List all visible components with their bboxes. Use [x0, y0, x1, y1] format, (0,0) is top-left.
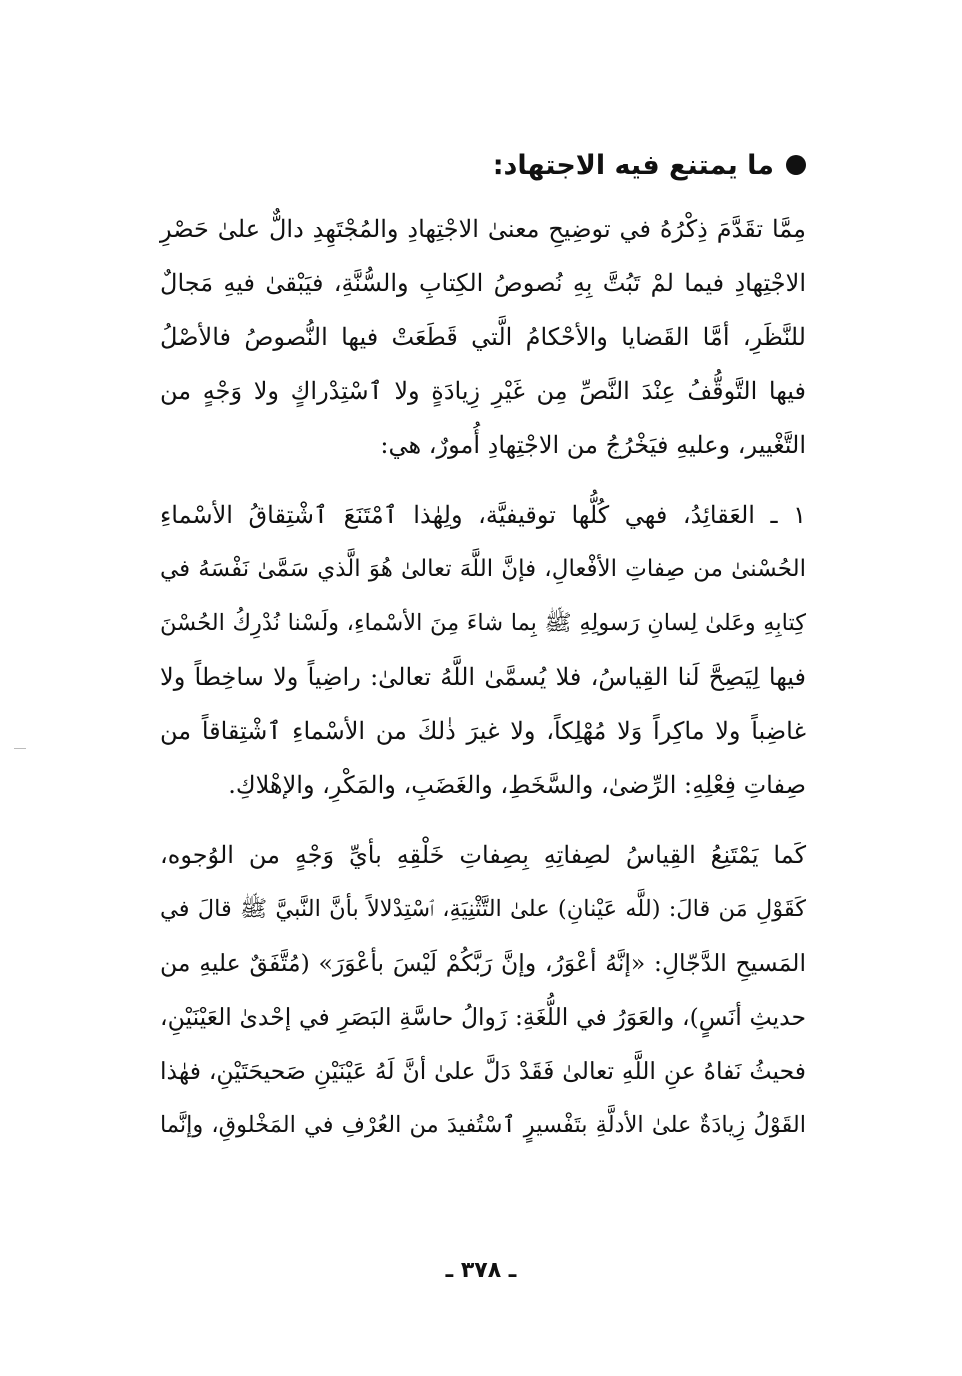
text-line: حديثِ أنَسٍ)، والعَوَرُ في اللُّغَةِ: زَوالُ حاسَّةِ البَصَرِ في إحْدىٰ العَيْنَيْنِ، [160, 1003, 806, 1031]
text-line: للنَّظَرِ، أمَّا القَضايا والأحْكامُ الَّتي قَطَعَتْ فيها النُّصوصُ فالأصْلُ [160, 323, 806, 351]
section-heading [160, 140, 806, 190]
page-number: ـ ٣٧٨ ـ [445, 1258, 517, 1283]
text-line: الاجْتِهادِ فيما لمْ تَبُتَّ بِهِ نُصوصُ الكِتابِ والسُّنَّةِ، فيَبْقىٰ فيهِ مَجالٌ [160, 269, 806, 297]
text-line: مِمَّا تقَدَّمَ ذِكْرُهُ في توضِيحِ معنىٰ الاجْتِهادِ والمُجْتَهِدِ دالٌّ علىٰ حَصْرِ [160, 215, 806, 243]
bullet-icon [786, 155, 806, 175]
text-line: صِفاتِ فِعْلِهِ: الرِّضىٰ، والسَّخَطِ، والغَضَبِ، والمَكْرِ، والإهْلاكِ. [228, 771, 806, 799]
text-block [160, 140, 806, 1158]
text-line: غاضِباً ولا ماكِراً وَلا مُهْلِكاً، ولا غيرَ ذٰلكَ من الأسْماءِ ٱشْتِقاقاً من [160, 717, 806, 745]
paragraph-2 [160, 488, 806, 812]
text-line: كِتابِهِ وعَلىٰ لِسانِ رَسولِهِ ﷺ بِما شاءَ مِنَ الأسْماءِ، ولَسْنا نُدْرِكُ الحُسْنَ [160, 610, 806, 636]
section-heading-text: ما يمتنع فيه الاجتهاد: [492, 149, 774, 181]
text-line: فيها التَّوقُّفُ عِنْدَ النَّصِّ مِن غَيْرِ زِيادَةٍ ولا ٱسْتِدْراكٍ ولا وَجْهٍ من [160, 377, 806, 405]
text-line: فحيثُ نَفاهُ عنِ اللَّهِ تعالىٰ فَقَدْ دَلَّ علىٰ أنَّ لَهُ عَيْنَيْنِ صَحيحَتَيْنِ، فهٰذا [160, 1057, 806, 1085]
text-line: ١ ـ العَقائِدُ، فهي كُلُّها توقيفيَّة، ولِهٰذا ٱمْتَنَعَ ٱشْتِقاقُ الأسْماءِ [160, 501, 806, 529]
text-line: كَما يَمْتَنِعُ القِياسُ لصِفاتِهِ بِصِفاتِ خَلْقِهِ بأيِّ وَجْهٍ من الوُجوه، [160, 841, 806, 869]
text-line: القَوْلُ زِيادَةٌ علىٰ الأدلَّةِ بتَفْسيرٍ ٱسْتُفيدَ من العُرْفِ في المَخْلوقِ، وإنَّما [160, 1112, 806, 1138]
text-line: فيها لِيَصِحَّ لَنا القِياسُ، فلا يُسمَّىٰ اللَّهُ تعالىٰ: راضِياً ولا ساخِطاً ولا [160, 663, 806, 691]
margin-mark [14, 748, 26, 749]
text-line: كَقَوْلِ مَن قالَ: (للَّه عَيْنانِ) علىٰ التَّثْنِيَةِ، ٱسْتِدْلالاً بأنَّ النَّبيَّ ﷺ قالَ في [160, 896, 806, 922]
text-line: الحُسْنىٰ من صِفاتِ الأفْعالِ، فإنَّ اللَّهَ تعالىٰ هُوَ الَّذي سَمَّىٰ نَفْسَهُ في [160, 556, 806, 582]
paragraph-1 [160, 202, 806, 472]
paragraph-3 [160, 828, 806, 1152]
text-line: المَسيحِ الدَّجّالِ: «إنَّهُ أعْوَرُ، وإنَّ رَبَّكُمْ لَيْسَ بأعْوَرَ» (مُتَّفَقٌ عليهِ من [160, 949, 806, 977]
text-line: التَّغْيير، وعليهِ فيَخْرُجُ من الاجْتِهادِ أُمورٌ، هي: [380, 431, 806, 459]
